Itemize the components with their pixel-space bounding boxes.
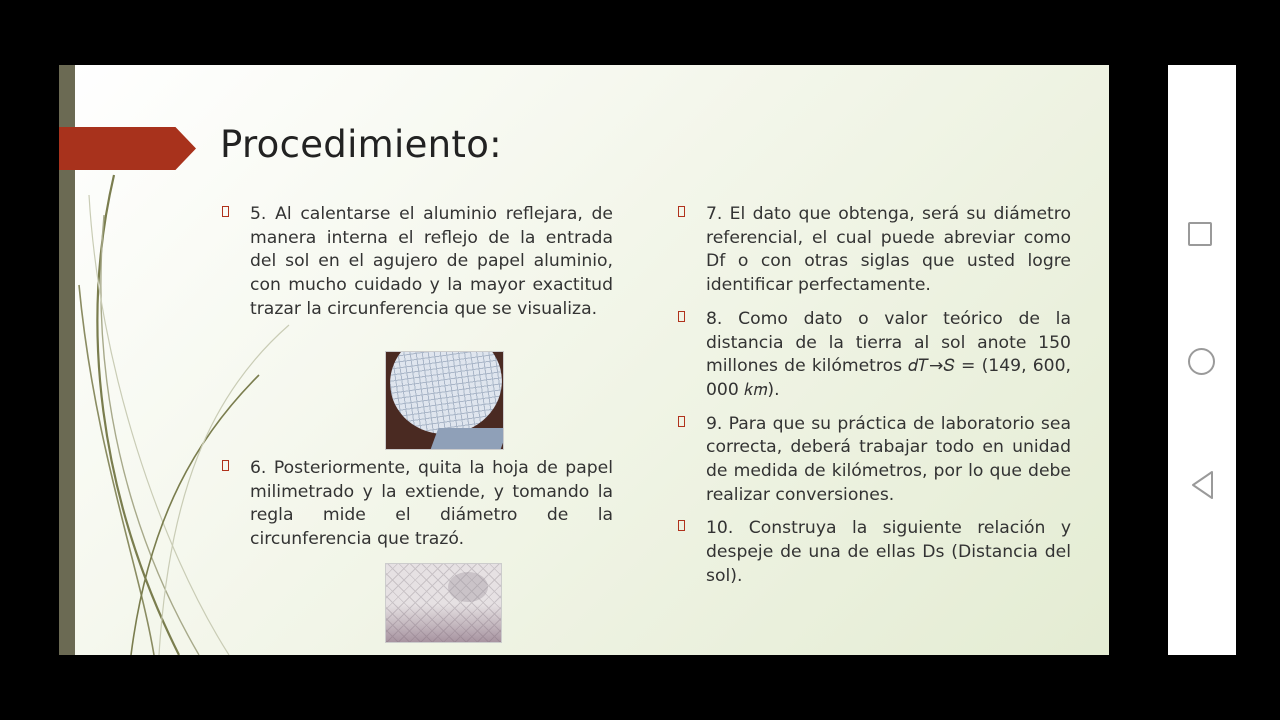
title-arrow-shape [59, 127, 196, 170]
square-bullet-icon [678, 520, 685, 531]
presentation-slide [59, 65, 1109, 655]
list-item [220, 457, 613, 552]
square-bullet-icon [678, 206, 685, 217]
triangle-back-icon[interactable] [1190, 470, 1216, 500]
item-text: 10. Construya la siguiente relación y despeje de una de ellas Ds (Distancia del sol). [706, 518, 1071, 586]
item-text: 5. Al calentarse el aluminio reflejara, de manera interna el reflejo de la entrada del sol en el agujero de papel aluminio, con mucho cuidado y la mayor exactitud trazar la circunferencia que se visualiza. [250, 204, 613, 319]
list-item [220, 203, 613, 322]
square-icon[interactable] [1188, 222, 1212, 246]
left-column [220, 203, 613, 322]
square-bullet-icon [222, 460, 229, 471]
item-text: 7. El dato que obtenga, será su diámetro referencial, el cual puede abreviar como Df o con otras siglas que usted logre identificar perfectamente. [706, 204, 1071, 296]
slide-title: Procedimiento: [220, 123, 502, 166]
square-bullet-icon [222, 206, 229, 217]
list-item [676, 413, 1071, 508]
item-text: 8. Como dato o valor teórico de la distancia de la tierra al sol anote 150 millones de kilómetros 𝑑𝑇→𝑆 = (149, 600, 000 𝑘𝑚). [706, 308, 1071, 400]
list-item [676, 517, 1071, 588]
left-column-lower [220, 457, 613, 552]
item-text: 9. Para que su práctica de laboratorio sea correcta, deberá trabajar todo en unidad de medida de kilómetros, por lo que debe realizar conversiones. [706, 413, 1071, 505]
item-text: 6. Posteriormente, quita la hoja de papel milimetrado y la extiende, y tomando la regla mide el diámetro de la circunferencia que trazó. [250, 458, 613, 550]
circle-icon[interactable] [1188, 348, 1215, 375]
right-column [676, 203, 1071, 589]
aluminum-circle-photo [385, 351, 504, 450]
square-bullet-icon [678, 416, 685, 427]
list-item [676, 203, 1071, 298]
square-bullet-icon [678, 311, 685, 322]
graph-paper-photo [385, 563, 502, 643]
list-item [676, 308, 1071, 403]
